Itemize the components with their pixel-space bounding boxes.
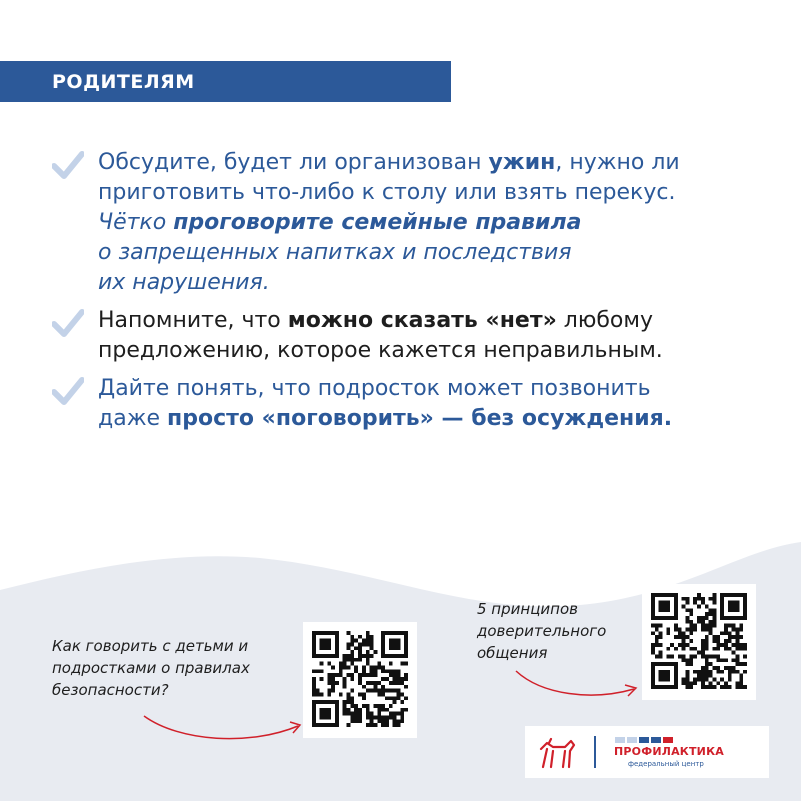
bullet-line: Напомните, что можно сказать «нет» любому	[98, 308, 653, 333]
bullet-line: о запрещенных напитках и последствия	[98, 240, 572, 265]
qr-code-icon	[312, 631, 408, 727]
bullet-line: Дайте понять, что подросток может позвонить	[98, 376, 651, 401]
check-icon	[52, 151, 84, 179]
qr-caption-principles: 5 принципов доверительного общения	[477, 600, 607, 662]
check-icon	[52, 377, 84, 405]
curved-arrow-icon	[140, 708, 310, 748]
partner-logo	[525, 726, 769, 778]
qr-caption-safety: Как говорить с детьми и подростками о правилах безопасности?	[52, 637, 250, 699]
flag-stripes-icon	[615, 737, 675, 743]
bullet-line: предложению, которое кажется неправильным.	[98, 338, 663, 363]
logo-name: ПРОФИЛАКТИКА	[614, 745, 724, 758]
check-icon	[52, 309, 84, 337]
bullet-line: даже просто «поговорить» — без осуждения.	[98, 406, 673, 431]
bullet-line: Обсудите, будет ли организован ужин, нужно ли	[98, 150, 680, 175]
section-banner	[0, 61, 451, 102]
bullet-line: Чётко проговорите семейные правила	[98, 210, 582, 235]
bullet-list	[52, 148, 772, 442]
qr-code-icon	[651, 593, 747, 689]
bullet-item-dinner	[52, 148, 772, 298]
qr-code-safety[interactable]	[303, 622, 417, 738]
bullet-line: приготовить что-либо к столу или взять перекус.	[98, 180, 676, 205]
bullet-item-call	[52, 374, 772, 434]
bullet-line: их нарушения.	[98, 270, 270, 295]
curved-arrow-icon	[512, 665, 642, 705]
logo-subtitle: федеральный центр	[628, 760, 704, 768]
bullet-item-say-no	[52, 306, 772, 366]
horse-icon	[537, 735, 577, 769]
logo-divider	[594, 736, 596, 768]
section-title: РОДИТЕЛЯМ	[52, 71, 195, 93]
qr-code-principles[interactable]	[642, 584, 756, 700]
